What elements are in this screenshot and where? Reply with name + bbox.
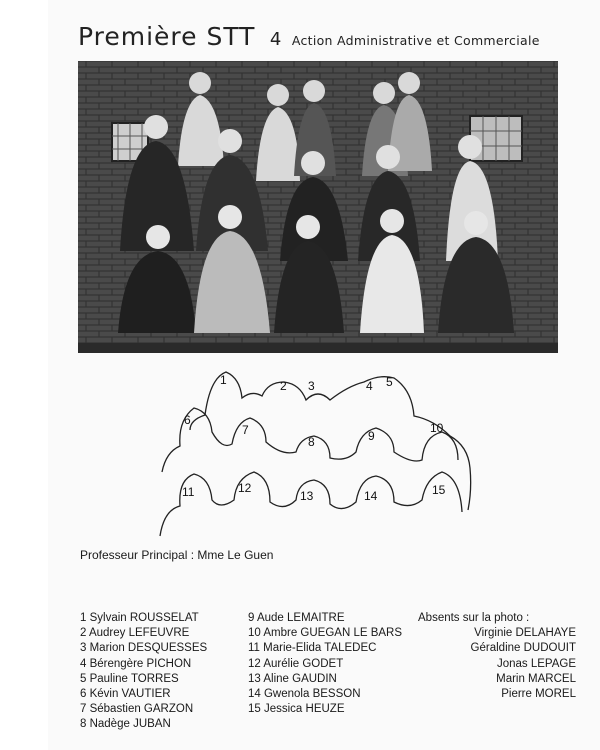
student-list-col1 bbox=[80, 611, 207, 733]
sketch-number: 1 bbox=[220, 373, 227, 387]
class-number: 4 bbox=[269, 29, 282, 50]
student-name: 14 Gwenola BESSON bbox=[248, 688, 361, 701]
sketch-number: 15 bbox=[432, 483, 446, 497]
student-name: 9 Aude LEMAITRE bbox=[248, 612, 345, 624]
student-name: 12 Aurélie GODET bbox=[248, 657, 344, 670]
class-photo bbox=[78, 61, 558, 353]
student-name: 10 Ambre GUEGAN LE BARS bbox=[248, 627, 403, 640]
sketch-number: 10 bbox=[430, 421, 444, 435]
student-name: 4 Bérengère PICHON bbox=[80, 657, 192, 670]
student-list-col2 bbox=[248, 611, 402, 717]
sketch-number: 2 bbox=[280, 379, 287, 393]
student-name: 1 Sylvain ROUSSELAT bbox=[80, 612, 199, 624]
page-margin bbox=[0, 0, 48, 750]
absent-name: Marin MARCEL bbox=[496, 672, 576, 685]
class-name: Première STT bbox=[78, 22, 256, 51]
student-name: 13 Aline GAUDIN bbox=[248, 672, 337, 685]
sketch-number: 6 bbox=[184, 413, 191, 427]
class-section: Action Administrative et Commerciale bbox=[291, 33, 540, 48]
sketch-number: 8 bbox=[308, 435, 315, 449]
silhouette-outlines bbox=[160, 372, 471, 536]
student-name: 11 Marie-Elida TALEDEC bbox=[248, 642, 377, 655]
head-teacher: Professeur Principal : Mme Le Guen bbox=[80, 548, 274, 562]
absent-heading: Absents sur la photo : bbox=[418, 612, 530, 624]
numbered-silhouette-key bbox=[150, 360, 480, 540]
student-name: 2 Audrey LEFEUVRE bbox=[80, 627, 190, 640]
absent-name: Pierre MOREL bbox=[501, 688, 576, 701]
absent-name: Géraldine DUDOUIT bbox=[470, 642, 576, 655]
absent-list bbox=[418, 611, 576, 702]
page-title bbox=[78, 22, 540, 51]
sketch-number: 11 bbox=[182, 485, 195, 499]
student-name: 15 Jessica HEUZE bbox=[248, 703, 345, 716]
sketch-number: 4 bbox=[366, 379, 373, 393]
sketch-number: 14 bbox=[364, 489, 378, 503]
absent-name: Jonas LEPAGE bbox=[496, 657, 576, 670]
sketch-number: 9 bbox=[368, 429, 375, 443]
student-name: 6 Kévin VAUTIER bbox=[80, 688, 171, 701]
sketch-number: 12 bbox=[238, 481, 252, 495]
sketch-number: 7 bbox=[242, 423, 249, 437]
sketch-number: 3 bbox=[308, 379, 315, 393]
student-name: 7 Sébastien GARZON bbox=[80, 703, 194, 716]
sketch-number: 13 bbox=[300, 489, 314, 503]
class-photo-image bbox=[78, 61, 558, 353]
sketch-number: 5 bbox=[386, 375, 393, 389]
student-name: 8 Nadège JUBAN bbox=[80, 718, 171, 731]
absent-name: Virginie DELAHAYE bbox=[474, 627, 576, 640]
student-name: 3 Marion DESQUESSES bbox=[80, 642, 208, 655]
student-name: 5 Pauline TORRES bbox=[80, 672, 179, 685]
sketch-number-labels bbox=[182, 373, 446, 503]
